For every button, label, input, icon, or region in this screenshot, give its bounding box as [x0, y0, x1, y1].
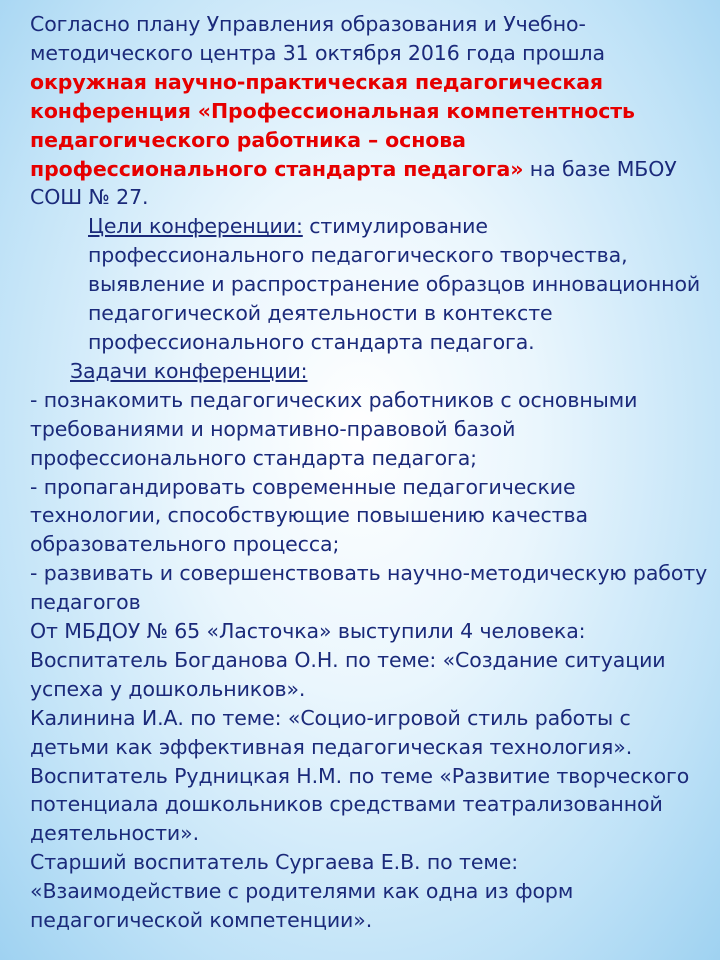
- speaker-item-3: Воспитатель Рудницкая Н.М. по теме «Развитие творческого потенциала дошкольников средствами театрализованной деятельности».: [30, 763, 690, 846]
- tasks-heading-line: [30, 357, 710, 386]
- tasks-heading: Задачи конференции:: [70, 358, 308, 383]
- task-item-1: - познакомить педагогических работников с основными требованиями и нормативно-правовой базой профессионального стандарта педагога;: [30, 387, 638, 470]
- goals-paragraph: [30, 212, 710, 357]
- intro-tail: на базе МБОУ СОШ № 27.: [30, 156, 677, 210]
- speaker-item-4: Старший воспитатель Сургаева Е.В. по теме: «Взаимодействие с родителями как одна из форм педагогической компетенции».: [30, 850, 574, 933]
- goals-text: стимулирование профессионального педагогического творчества, выявление и распространение образцов инновационной педагогической деятельности в контексте профессионального стандарта педагога.: [88, 214, 701, 354]
- speaker-item-1: Воспитатель Богданова О.Н. по теме: «Создание ситуации успеха у дошкольников».: [30, 647, 666, 701]
- intro-paragraph: [30, 10, 710, 212]
- conference-title-close-quote: »: [510, 156, 524, 181]
- slide-text-body: [30, 10, 710, 935]
- speakers-intro: От МБДОУ № 65 «Ласточка» выступили 4 человека:: [30, 619, 586, 644]
- goals-heading: Цели конференции:: [88, 214, 303, 239]
- task-item-2: - пропагандировать современные педагогические технологии, способствующие повышению качества образовательного процесса;: [30, 474, 588, 557]
- task-item-3: - развивать и совершенствовать научно-методическую работу педагогов: [30, 561, 708, 615]
- speaker-item-2: Калинина И.А. по теме: «Социо-игровой стиль работы с детьми как эффективная педагогическая технология».: [30, 705, 633, 759]
- conference-title: окружная научно-практическая педагогическая конференция «Профессиональная компетентность педагогического работника – основа профессионального стандарта педагога: [30, 69, 635, 181]
- intro-lead: Согласно плану Управления образования и Учебно-методического центра 31 октября 2016 года прошла: [30, 12, 605, 65]
